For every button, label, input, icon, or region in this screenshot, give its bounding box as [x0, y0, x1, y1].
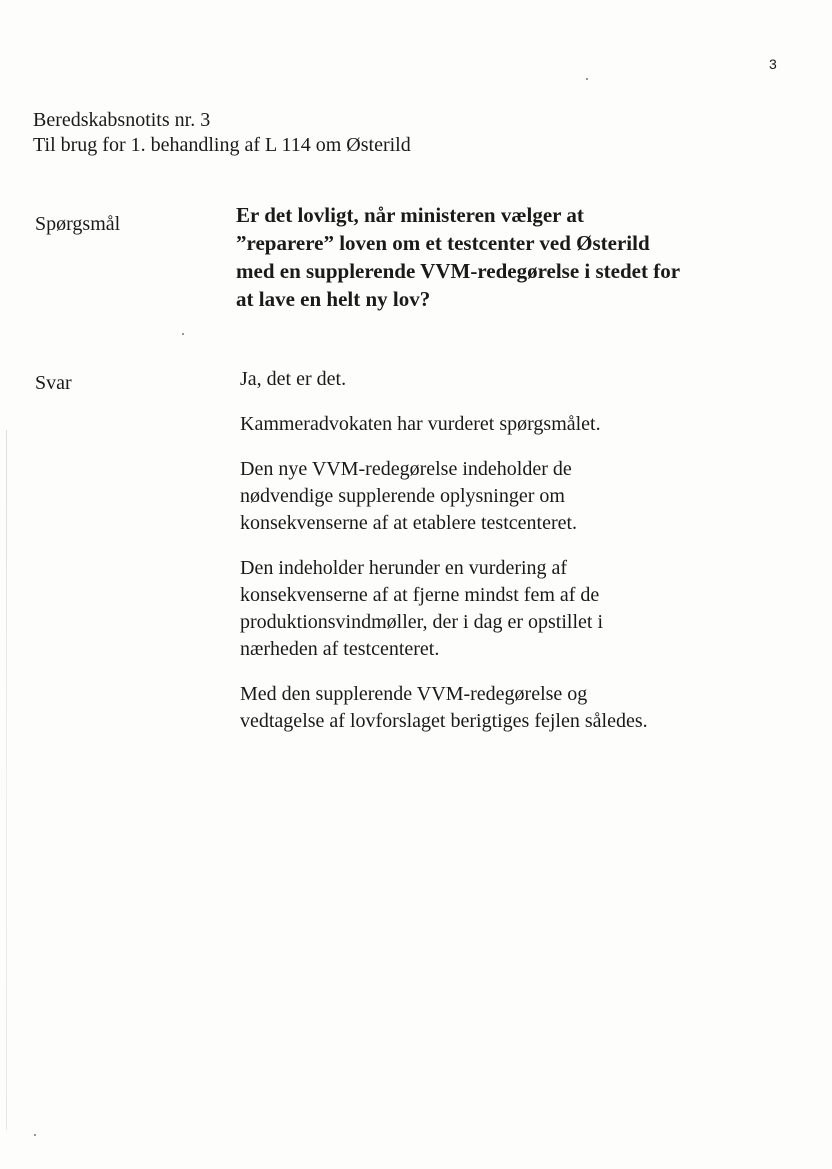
answer-text	[240, 366, 740, 753]
answer-line: Den nye VVM-redegørelse indeholder de	[240, 458, 572, 480]
answer-paragraph	[240, 456, 740, 537]
question-label: Spørgsmål	[35, 213, 121, 235]
answer-line: produktionsvindmøller, der i dag er opstillet i	[240, 611, 604, 633]
question-line: Er det lovligt, når ministeren vælger at	[236, 203, 584, 227]
answer-paragraph	[240, 555, 740, 663]
scan-speck	[182, 333, 184, 335]
answer-line: nærheden af testcenteret.	[240, 638, 440, 660]
question-line: med en supplerende VVM-redegørelse i stedet for	[236, 259, 681, 283]
page-number: 3	[769, 56, 777, 72]
header-subtitle: Til brug for 1. behandling af L 114 om Østerild	[33, 134, 411, 156]
question-text	[236, 201, 736, 313]
answer-label: Svar	[35, 372, 72, 394]
scan-edge-mark	[6, 430, 7, 1130]
scan-speck	[586, 78, 588, 80]
answer-paragraph	[240, 681, 740, 735]
answer-line: konsekvenserne af at etablere testcenteret.	[240, 512, 578, 534]
answer-line: Med den supplerende VVM-redegørelse og	[240, 683, 588, 705]
header-title: Beredskabsnotits nr. 3	[33, 109, 211, 131]
question-line: at lave en helt ny lov?	[236, 287, 431, 311]
answer-line: vedtagelse af lovforslaget berigtiges fejlen således.	[240, 710, 648, 732]
answer-line: nødvendige supplerende oplysninger om	[240, 485, 565, 507]
question-line: ”reparere” loven om et testcenter ved Østerild	[236, 231, 650, 255]
answer-paragraph	[240, 366, 740, 393]
answer-line: Den indeholder herunder en vurdering af	[240, 557, 568, 579]
scan-speck	[34, 1134, 36, 1136]
answer-line: konsekvenserne af at fjerne mindst fem af de	[240, 584, 600, 606]
answer-line: Kammeradvokaten har vurderet spørgsmålet.	[240, 413, 601, 435]
document-header	[33, 108, 411, 158]
answer-paragraph	[240, 411, 740, 438]
answer-line: Ja, det er det.	[240, 368, 347, 390]
